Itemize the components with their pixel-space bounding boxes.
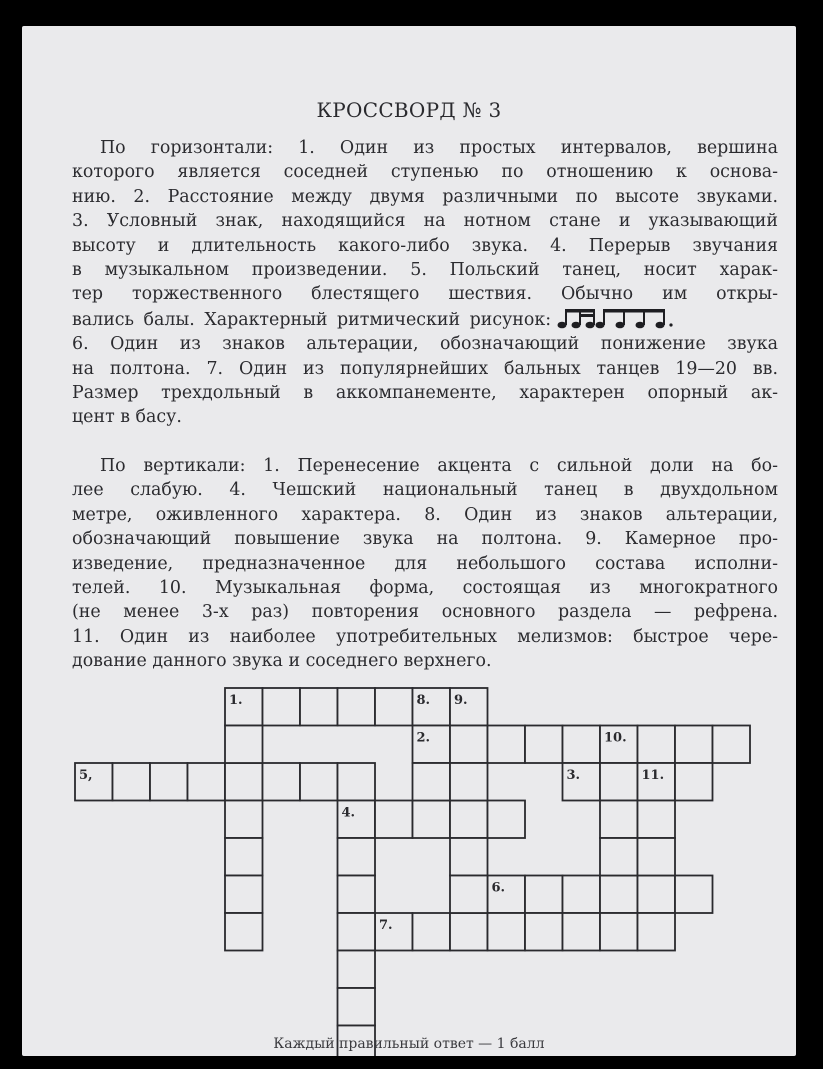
crossword-cell [563,876,601,914]
clue-line: Размер трехдольный в аккомпанементе, характерен опорный ак- [72,383,778,404]
clue-line: 6. Один из знаков альтерации, обозначающий понижение звука [72,334,778,355]
clue-line: По горизонтали: 1. Один из простых интервалов, вершина [100,138,778,158]
clue-line: высоту и длительность какого-либо звука. 4. Перерыв звучания [72,235,778,256]
crossword-cell [525,726,563,764]
clue-line: телей. 10. Музыкальная форма, состоящая из многократного [72,578,778,599]
crossword-cell [225,876,263,914]
clue-line: дование данного звука и соседнего верхнего. [72,651,492,672]
crossword-cell [675,763,713,801]
crossword-cell [150,763,188,801]
crossword-cell [563,913,601,951]
crossword-cell [600,838,638,876]
clue-line: (не менее 3-х раз) повторения основного раздела — рефрена. [72,602,778,623]
clue-line: тер торжественного блестящего шествия. Обычно им откры- [72,284,778,305]
crossword-cell [413,763,451,801]
clue-number-label: 9. [454,693,468,708]
crossword-cell [225,838,263,876]
crossword-cell [338,913,376,951]
crossword-cell [300,688,338,726]
crossword-cell [638,913,676,951]
crossword-cell [488,913,526,951]
crossword-cell [450,801,488,839]
clue-line: цент в басу. [72,407,182,428]
clue-number-label: 5, [79,768,93,783]
crossword-cell [338,876,376,914]
crossword-cell [450,838,488,876]
crossword-cell [375,801,413,839]
crossword-cell [225,726,263,764]
crossword-cell [413,913,451,951]
crossword-cell [675,726,713,764]
crossword-cell [450,726,488,764]
crossword-cell [263,763,301,801]
clue-line: на полтона. 7. Один из популярнейших бальных танцев 19—20 вв. [72,358,778,379]
clue-number-label: 8. [416,693,431,708]
crossword-cell [638,801,676,839]
crossword-cell [525,913,563,951]
crossword-cell [450,913,488,951]
book-page [22,26,796,1056]
clue-line: По вертикали: 1. Перенесение акцента с сильной доли на бо- [100,456,778,476]
crossword-cell [450,763,488,801]
crossword-cell [338,688,376,726]
clue-number-label: 2. [416,730,431,746]
clue-number-label: 11. [641,768,665,783]
crossword-cell [188,763,226,801]
clue-number-label: 4. [341,805,356,821]
page-title: КРОССВОРД № 3 [316,98,502,122]
clue-number-label: 1. [229,693,243,708]
clue-line: в музыкальном произведении. 5. Польский танец, носит харак- [72,260,778,281]
crossword-cell [225,801,263,839]
crossword-cell [225,763,263,801]
crossword-cell [563,726,601,764]
crossword-cell [713,726,751,764]
clue-line: метре, оживленного характера. 8. Один из знаков альтерации, [72,504,778,525]
scoring-note: Каждый правильный ответ — 1 балл [273,1036,545,1052]
crossword-cell [263,688,301,726]
crossword-cell [113,763,151,801]
crossword-cell [638,726,676,764]
crossword-cell [225,913,263,951]
clue-number-label: 6. [491,880,506,896]
crossword-cell [375,688,413,726]
clue-number-label: 10. [604,730,627,746]
clue-number-label: 7. [379,918,393,933]
clue-line: 11. Один из наиболее употребительных мелизмов: быстрое чере- [72,626,778,647]
clue-line: которого является соседней ступенью по отношению к основа- [72,162,778,183]
crossword-cell [338,951,376,989]
crossword-grid [22,26,796,1056]
clue-line: 3. Условный знак, находящийся на нотном стане и указывающий [72,211,778,232]
clue-line: обозначающий повышение звука на полтона. 9. Камерное про- [72,529,778,550]
crossword-cell [338,838,376,876]
crossword-cell [300,763,338,801]
crossword-cell [600,876,638,914]
crossword-cell [638,838,676,876]
crossword-cell [488,726,526,764]
clue-line-text: вались балы. Характерный ритмический рисунок: [72,309,552,330]
crossword-cell [525,876,563,914]
clue-line: нию. 2. Расстояние между двумя различными по высоте звуками. [72,186,778,207]
crossword-cell [638,876,676,914]
crossword-cell [600,801,638,839]
crossword-cell [600,913,638,951]
clue-line: лее слабую. 4. Чешский национальный танец в двухдольном [72,480,778,501]
clue-line: изведение, предназначенное для небольшого состава исполни- [72,553,778,574]
crossword-cell [675,876,713,914]
crossword-cell [488,801,526,839]
crossword-cell [338,763,376,801]
clue-number-label: 3. [566,768,581,783]
crossword-cell [413,801,451,839]
crossword-cell [338,988,376,1026]
crossword-cell [450,876,488,914]
crossword-cell [600,763,638,801]
